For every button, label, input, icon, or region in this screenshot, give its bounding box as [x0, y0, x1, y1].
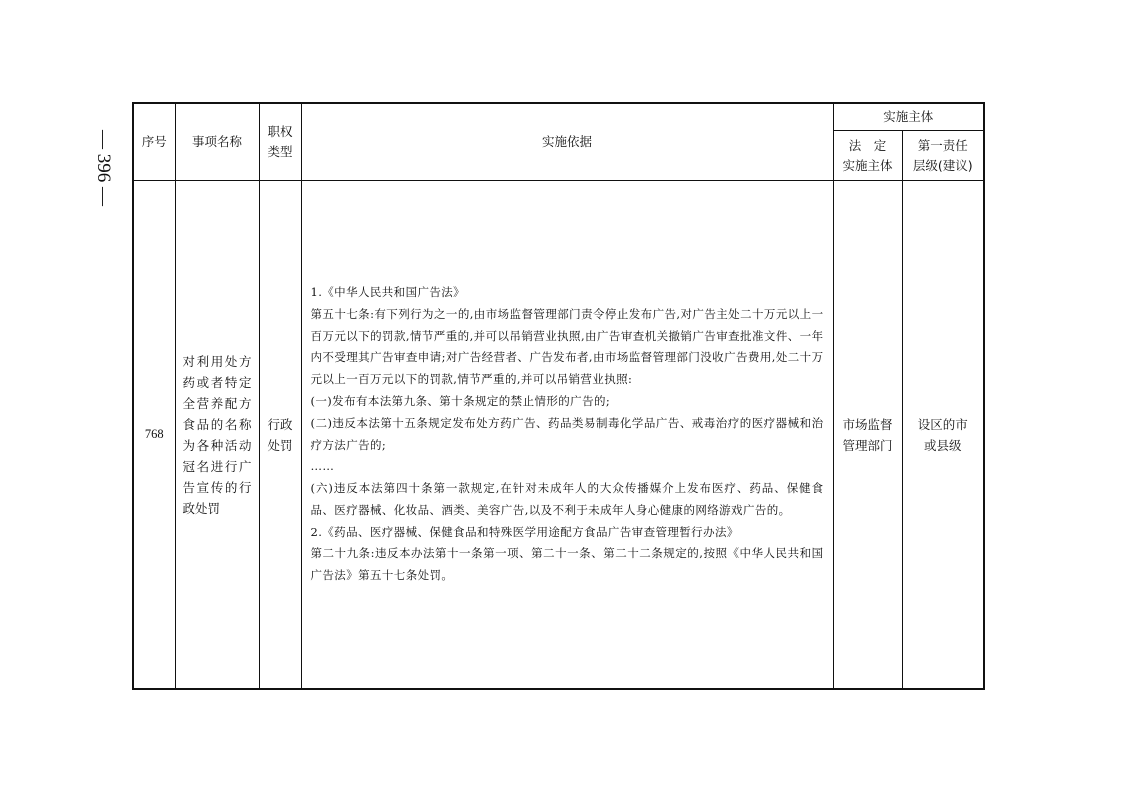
header-type: 职权类型 [259, 103, 301, 181]
page-number [88, 118, 118, 218]
basis-paragraph: 第二十九条:违反本办法第十一条第一项、第二十一条、第二十二条规定的,按照《中华人民共和国广告法》第五十七条处罚。 [310, 546, 824, 583]
row-seq: 768 [133, 181, 175, 690]
header-legal-entity [833, 131, 902, 181]
basis-paragraph: 第五十七条:有下列行为之一的,由市场监督管理部门责令停止发布广告,对广告主处二十万元以上一百万元以下的罚款,情节严重的,并可以吊销营业执照,由广告审查机关撤销广告审查批准文件、一年内不受理其广告审查申请;对广告经营者、广告发布者,由市场监督管理部门没收广告费用,处二十万元以上一百万元以下的罚款,情节严重的,并可以吊销营业执照: [310, 306, 824, 387]
header-basis: 实施依据 [301, 103, 833, 181]
row-item-name: 对利用处方药或者特定全营养配方食品的名称为各种活动冠名进行广告宣传的行政处罚 [175, 181, 259, 690]
header-legal-entity-line1: 法 定 [848, 137, 887, 153]
basis-paragraph: (一)发布有本法第九条、第十条规定的禁止情形的广告的; [310, 393, 611, 408]
row-responsibility-level: 设区的市或县级 [902, 181, 984, 690]
header-responsibility-level [902, 131, 984, 181]
header-responsibility-line2: 层级(建议) [912, 157, 973, 173]
header-seq: 序号 [133, 103, 175, 181]
basis-paragraph: 1.《中华人民共和国广告法》 [310, 284, 466, 299]
row-basis [301, 181, 833, 690]
header-legal-entity-line2: 实施主体 [842, 157, 893, 173]
header-name: 事项名称 [175, 103, 259, 181]
table-row [133, 181, 984, 690]
header-row-top [133, 103, 984, 131]
header-responsibility-line1: 第一责任 [917, 137, 968, 153]
authority-table [132, 102, 985, 690]
basis-text [311, 282, 824, 587]
basis-paragraph: …… [310, 459, 335, 474]
basis-paragraph: (六)违反本法第四十条第一款规定,在针对未成年人的大众传播媒介上发布医疗、药品、保健食品、医疗器械、化妆品、酒类、美容广告,以及不利于未成年人身心健康的网络游戏广告的。 [310, 481, 824, 517]
row-authority-type: 行政处罚 [259, 181, 301, 690]
page-number-text: — 396 — [93, 130, 114, 206]
basis-paragraph: (二)违反本法第十五条规定发布处方药广告、药品类易制毒化学品广告、戒毒治疗的医疗器械和治疗方法广告的; [310, 415, 824, 452]
basis-paragraph: 2.《药品、医疗器械、保健食品和特殊医学用途配方食品广告审查管理暂行办法》 [310, 524, 739, 539]
row-legal-entity: 市场监督管理部门 [833, 181, 902, 690]
header-entity-group: 实施主体 [833, 103, 984, 131]
